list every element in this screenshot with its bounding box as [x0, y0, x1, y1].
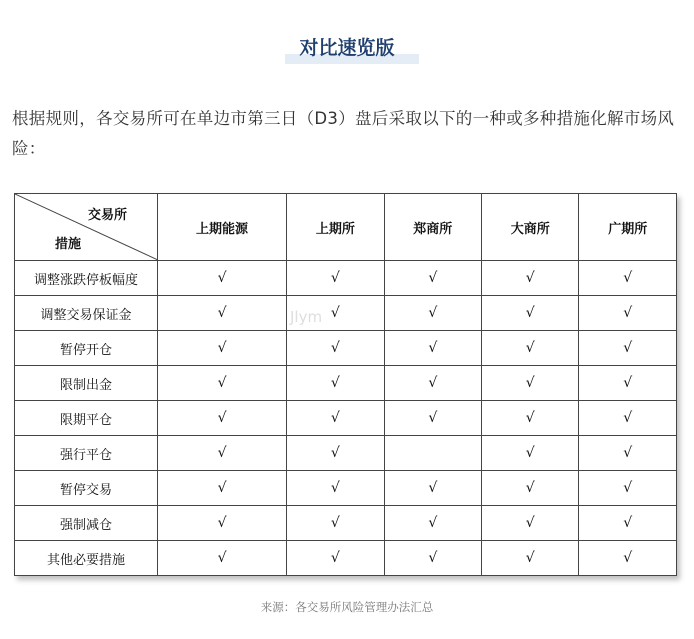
check-cell: √ — [287, 471, 384, 506]
intro-paragraph: 根据规则，各交易所可在单边市第三日（D3）盘后采取以下的一种或多种措施化解市场风险： — [12, 109, 675, 158]
check-cell: √ — [579, 401, 677, 436]
check-cell: √ — [158, 436, 287, 471]
check-cell: √ — [384, 261, 481, 296]
check-cell: √ — [158, 261, 287, 296]
measure-cell: 限期平仓 — [15, 401, 158, 436]
check-cell: √ — [158, 401, 287, 436]
measure-cell: 强行平仓 — [15, 436, 158, 471]
check-cell: √ — [482, 401, 579, 436]
source-note: 来源：各交易所风险管理办法汇总 — [260, 600, 434, 614]
check-cell: √ — [482, 506, 579, 541]
check-cell: √ — [384, 506, 481, 541]
check-cell: √ — [287, 366, 384, 401]
corner-top-label: 交易所 — [87, 208, 127, 223]
check-cell: √ — [482, 331, 579, 366]
check-cell: √ — [158, 331, 287, 366]
table-row — [15, 401, 677, 436]
check-cell: √ — [287, 541, 384, 576]
table-row — [15, 506, 677, 541]
check-cell: √ — [158, 296, 287, 331]
diagonal-line — [15, 194, 158, 260]
check-cell: √ — [579, 331, 677, 366]
check-cell: √ — [579, 541, 677, 576]
check-cell: √ — [384, 541, 481, 576]
exchange-header: 郑商所 — [384, 194, 481, 261]
measure-cell: 限制出金 — [15, 366, 158, 401]
check-cell: √ — [482, 541, 579, 576]
page-title: 对比速览版 — [299, 37, 395, 59]
check-cell: √ — [158, 541, 287, 576]
measure-cell: 强制减仓 — [15, 506, 158, 541]
measure-cell: 暂停交易 — [15, 471, 158, 506]
check-cell: √ — [482, 436, 579, 471]
check-cell: √ — [482, 261, 579, 296]
corner-bottom-label: 措施 — [55, 237, 82, 252]
check-cell: √ — [384, 331, 481, 366]
check-cell: √ — [579, 261, 677, 296]
check-cell: √ — [287, 436, 384, 471]
check-cell: √ — [158, 506, 287, 541]
check-cell: √ — [579, 471, 677, 506]
table-row — [15, 436, 677, 471]
check-cell: √ — [287, 331, 384, 366]
table-row — [15, 541, 677, 576]
check-cell: √ — [482, 296, 579, 331]
exchange-header: 上期所 — [287, 194, 384, 261]
check-cell: √ — [158, 471, 287, 506]
table-row — [15, 296, 677, 331]
check-cell: √ — [384, 296, 481, 331]
measure-cell: 其他必要措施 — [15, 541, 158, 576]
table-row — [15, 331, 677, 366]
measure-cell: 调整涨跌停板幅度 — [15, 261, 158, 296]
comparison-table — [14, 193, 677, 576]
check-cell: √ — [287, 296, 384, 331]
check-cell: √ — [384, 471, 481, 506]
exchange-header: 上期能源 — [158, 194, 287, 261]
corner-header — [15, 194, 158, 261]
check-cell: √ — [482, 471, 579, 506]
check-cell: √ — [384, 366, 481, 401]
table-row — [15, 471, 677, 506]
check-cell: √ — [287, 506, 384, 541]
measure-cell: 暂停开仓 — [15, 331, 158, 366]
measure-cell: 调整交易保证金 — [15, 296, 158, 331]
table-row — [15, 366, 677, 401]
check-cell: √ — [482, 366, 579, 401]
check-cell: √ — [287, 401, 384, 436]
check-cell: √ — [287, 261, 384, 296]
check-cell: √ — [158, 366, 287, 401]
check-cell: √ — [579, 436, 677, 471]
check-cell: √ — [579, 366, 677, 401]
check-cell — [384, 436, 481, 471]
watermark: Jlym — [290, 308, 323, 326]
table-row — [15, 261, 677, 296]
check-cell: √ — [579, 506, 677, 541]
check-cell: √ — [579, 296, 677, 331]
exchange-header: 大商所 — [482, 194, 579, 261]
check-cell: √ — [384, 401, 481, 436]
exchange-header: 广期所 — [579, 194, 677, 261]
